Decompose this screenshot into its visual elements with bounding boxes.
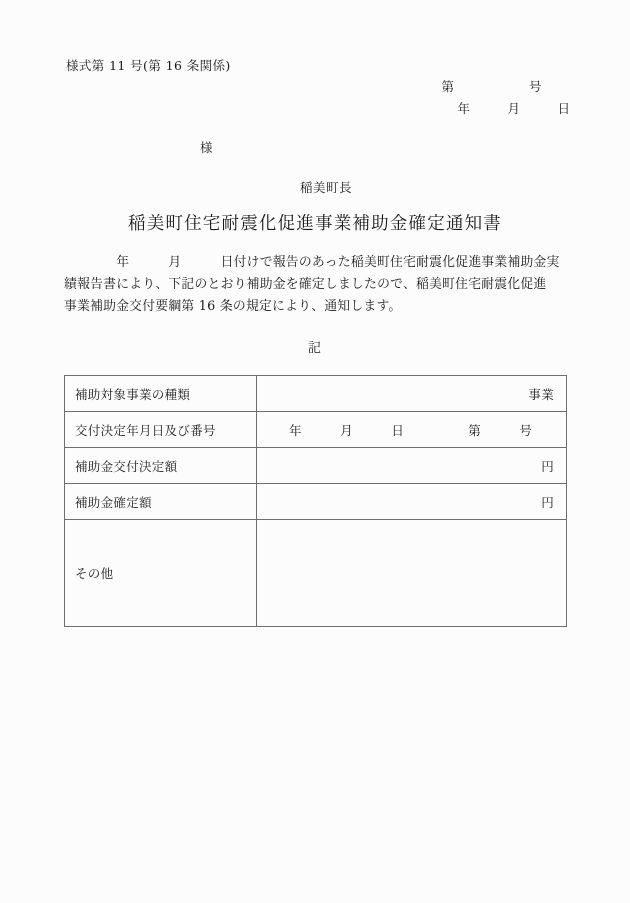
body-paragraph	[64, 252, 568, 318]
table-row	[65, 376, 567, 412]
table-row-label: その他	[65, 520, 257, 627]
issuer-block	[0, 178, 630, 196]
document-number-line: 第 号	[441, 79, 542, 94]
table-row-value[interactable]: 事業	[257, 376, 567, 412]
table-row-value[interactable]: 円	[257, 448, 567, 484]
table-row	[65, 484, 567, 520]
table-row	[65, 448, 567, 484]
body-line-3: 事業補助金交付要綱第 16 条の規定により、通知します。	[64, 299, 402, 314]
document-meta-block	[441, 76, 570, 120]
table-row-value[interactable]: 年 月 日 第 号	[257, 412, 567, 448]
table-row-value[interactable]: 円	[257, 484, 567, 520]
table-row	[65, 412, 567, 448]
detail-table	[64, 375, 567, 627]
table-row-label: 補助金確定額	[65, 484, 257, 520]
issuer-name: 稲美町長	[299, 180, 352, 195]
table-row-label: 補助金交付決定額	[65, 448, 257, 484]
addressee-suffix: 様	[200, 140, 213, 155]
page-title: 稲美町住宅耐震化促進事業補助金確定通知書	[128, 214, 502, 234]
form-number-label: 様式第 11 号(第 16 条関係)	[66, 58, 231, 73]
table-row-value[interactable]	[257, 520, 567, 627]
document-date-line: 年 月 日	[457, 100, 570, 116]
table-row-label: 交付決定年月日及び番号	[65, 412, 257, 448]
table-row-label: 補助対象事業の種類	[65, 376, 257, 412]
body-line-1: 年 月 日付けで報告のあった稲美町住宅耐震化促進事業補助金実	[64, 255, 560, 270]
detail-table-body	[65, 376, 567, 627]
body-line-2: 績報告書により、下記のとおり補助金を確定しましたので、稲美町住宅耐震化促進	[64, 277, 547, 292]
table-row	[65, 520, 567, 627]
ki-marker: 記	[307, 341, 322, 356]
